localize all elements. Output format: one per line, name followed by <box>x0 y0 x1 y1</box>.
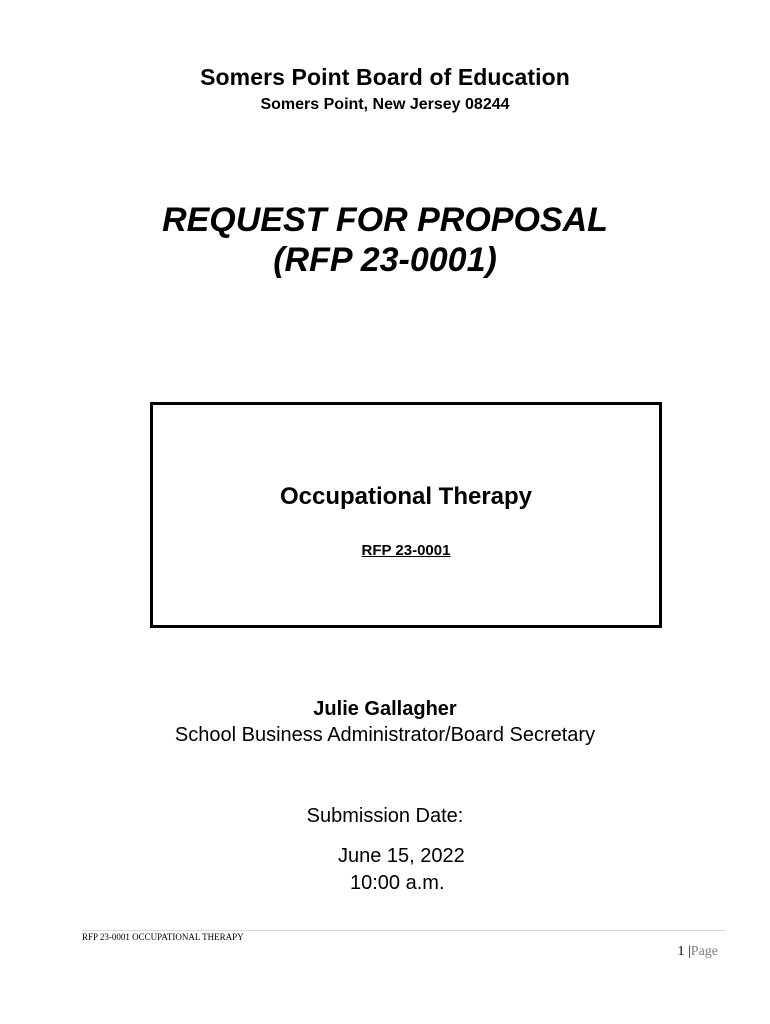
page-number-value: 1 <box>677 944 685 959</box>
box-title: Occupational Therapy <box>279 483 533 510</box>
heading-line-1: REQUEST FOR PROPOSAL <box>162 201 608 239</box>
title-box <box>150 402 662 628</box>
submission-date: June 15, 2022 <box>338 845 465 867</box>
footer-text: RFP 23-0001 OCCUPATIONAL THERAPY <box>82 932 244 942</box>
box-code <box>153 542 659 559</box>
page-number-separator: | <box>687 944 691 959</box>
submission-label: Submission Date: <box>306 805 464 827</box>
page-number <box>677 944 718 960</box>
organization-address: Somers Point, New Jersey 08244 <box>260 96 510 113</box>
heading-line-2: (RFP 23-0001) <box>273 241 497 279</box>
submission-time: 10:00 a.m. <box>350 872 445 894</box>
document-heading <box>0 200 770 280</box>
footer-divider <box>82 930 726 931</box>
contact-role: School Business Administrator/Board Secretary <box>174 724 596 746</box>
contact-name: Julie Gallagher <box>313 698 457 720</box>
box-code-text: RFP 23-0001 <box>361 542 451 559</box>
organization-name: Somers Point Board of Education <box>200 64 570 90</box>
page-number-word: Page <box>690 944 718 959</box>
